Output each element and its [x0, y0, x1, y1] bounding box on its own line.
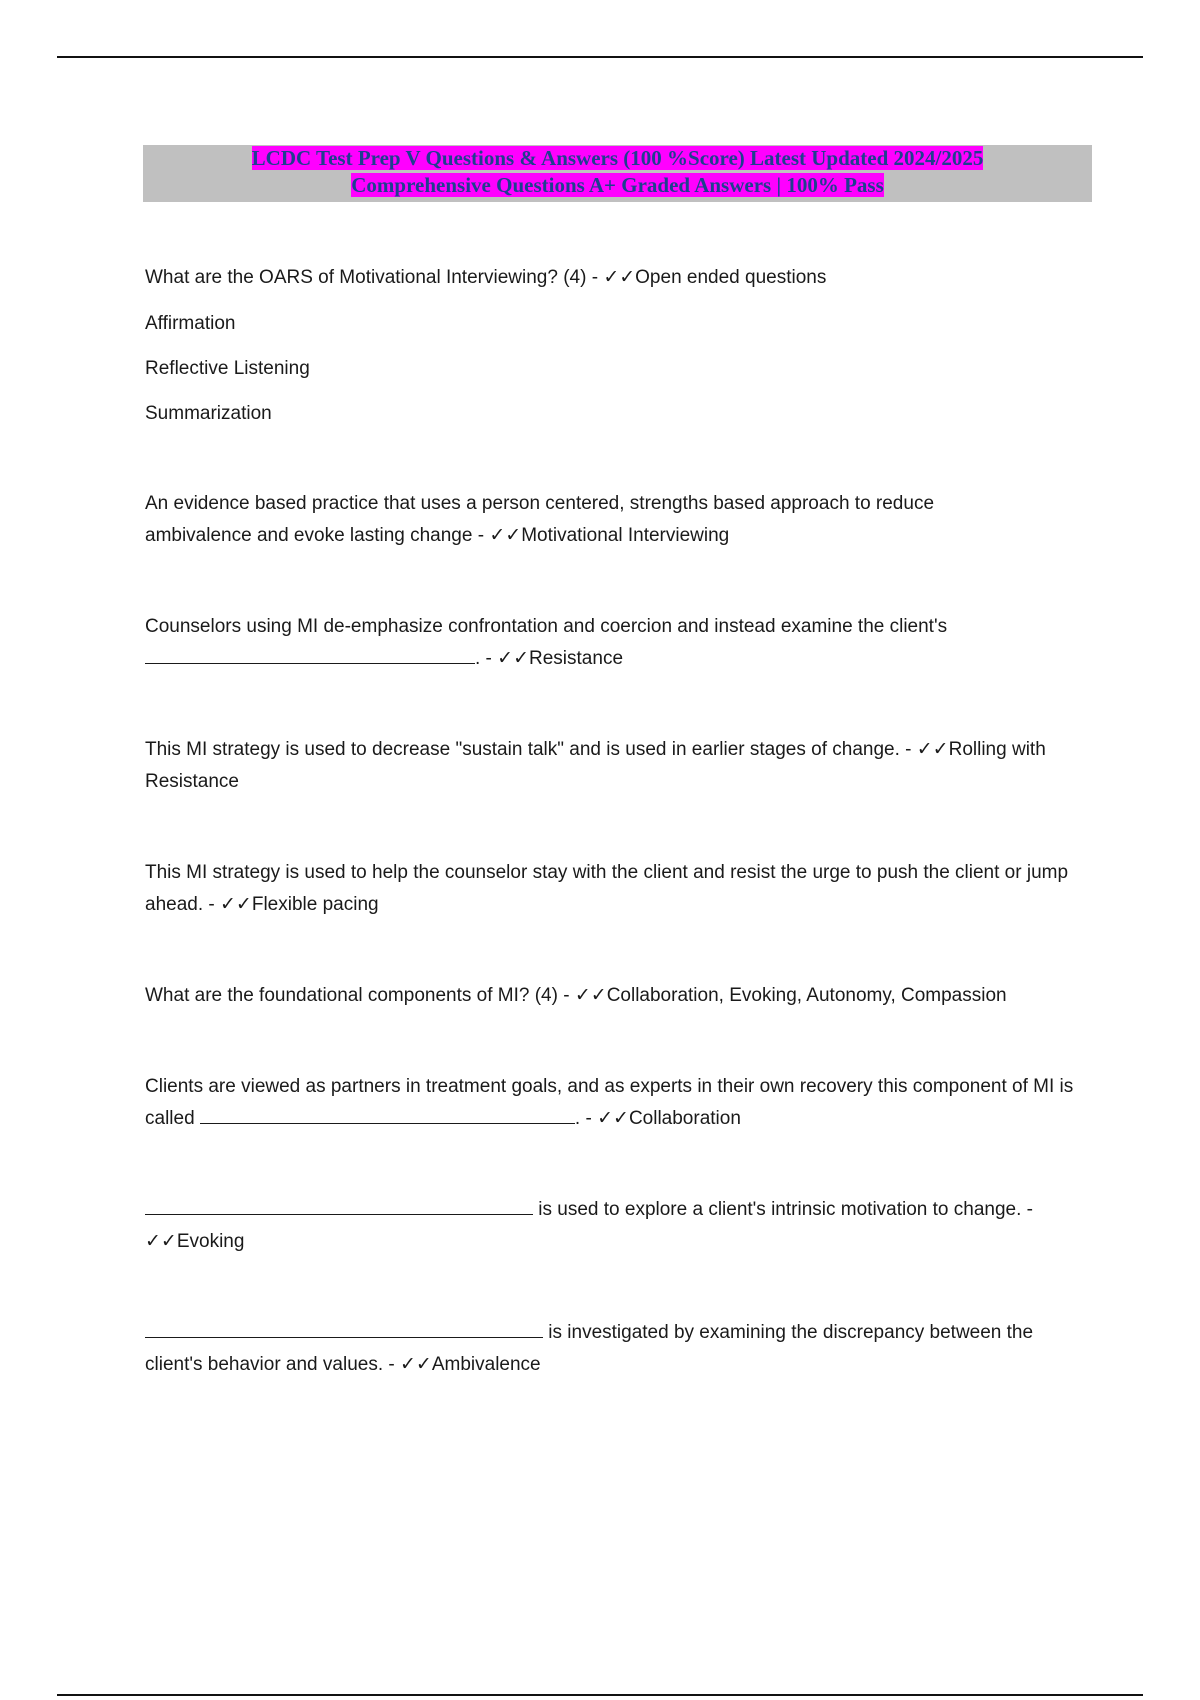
qa-item-8: is used to explore a client's intrinsic motivation to change. - ✓✓Evoking	[145, 1194, 1075, 1258]
answer: Evoking	[176, 1231, 245, 1252]
check-icon: ✓✓	[597, 1108, 629, 1129]
answer-blank	[200, 1103, 575, 1124]
answer-blank	[145, 1194, 533, 1215]
check-icon: ✓✓	[220, 894, 252, 915]
answer: Resistance	[529, 648, 624, 669]
document-title	[143, 145, 1092, 202]
qa-item-2: An evidence based practice that uses a person centered, strengths based approach to reduce ambivalence and evoke lasting change - ✓✓Motivational Interviewing	[145, 493, 935, 546]
check-icon: ✓✓	[145, 1231, 177, 1252]
list-item: Reflective Listening	[145, 358, 310, 379]
list-item: Affirmation	[145, 313, 236, 334]
qa-item-9: is investigated by examining the discrepancy between the client's behavior and values. - ✓✓Ambivalence	[145, 1317, 1075, 1381]
qa-item-3: Counselors using MI de-emphasize confrontation and coercion and instead examine the client's . - ✓✓Resistance	[145, 616, 948, 669]
answer: Ambivalence	[431, 1354, 541, 1375]
answer: Open ended questions	[635, 267, 827, 288]
qa-item-6: What are the foundational components of MI? (4) - ✓✓Collaboration, Evoking, Autonomy, Compassion	[145, 985, 1007, 1006]
footer-rule	[57, 1694, 1143, 1696]
check-icon: ✓✓	[400, 1354, 432, 1375]
qa-item-1: What are the OARS of Motivational Interviewing? (4) - ✓✓Open ended questions	[145, 267, 827, 288]
check-icon: ✓✓	[497, 648, 530, 669]
qa-item-4: This MI strategy is used to decrease "sustain talk" and is used in earlier stages of change. - ✓✓Rolling with Resistance	[145, 739, 1046, 792]
answer: Rolling with Resistance	[145, 739, 1046, 792]
answer: Motivational Interviewing	[521, 525, 730, 546]
qa-content	[145, 262, 1085, 1381]
header-rule	[57, 56, 1143, 58]
answer: Collaboration, Evoking, Autonomy, Compassion	[606, 985, 1007, 1006]
answer: Flexible pacing	[251, 894, 379, 915]
answer-blank	[145, 643, 475, 664]
check-icon: ✓✓	[916, 739, 949, 760]
check-icon: ✓✓	[574, 985, 607, 1006]
qa-item-5: This MI strategy is used to help the counselor stay with the client and resist the urge to push the client or jump ahead. - ✓✓Flexible pacing	[145, 862, 1069, 915]
list-item: Summarization	[145, 403, 272, 424]
title-line-2: Comprehensive Questions A+ Graded Answers | 100% Pass	[351, 173, 884, 197]
answer: Collaboration	[628, 1108, 741, 1129]
qa-item-7: Clients are viewed as partners in treatment goals, and as experts in their own recovery this component of MI is called . - ✓✓Collaboration	[145, 1076, 1074, 1129]
check-icon: ✓✓	[489, 525, 522, 546]
check-icon: ✓✓	[603, 267, 636, 288]
answer-blank	[145, 1317, 543, 1338]
title-line-1: LCDC Test Prep V Questions & Answers (100 %Score) Latest Updated 2024/2025	[251, 146, 984, 170]
